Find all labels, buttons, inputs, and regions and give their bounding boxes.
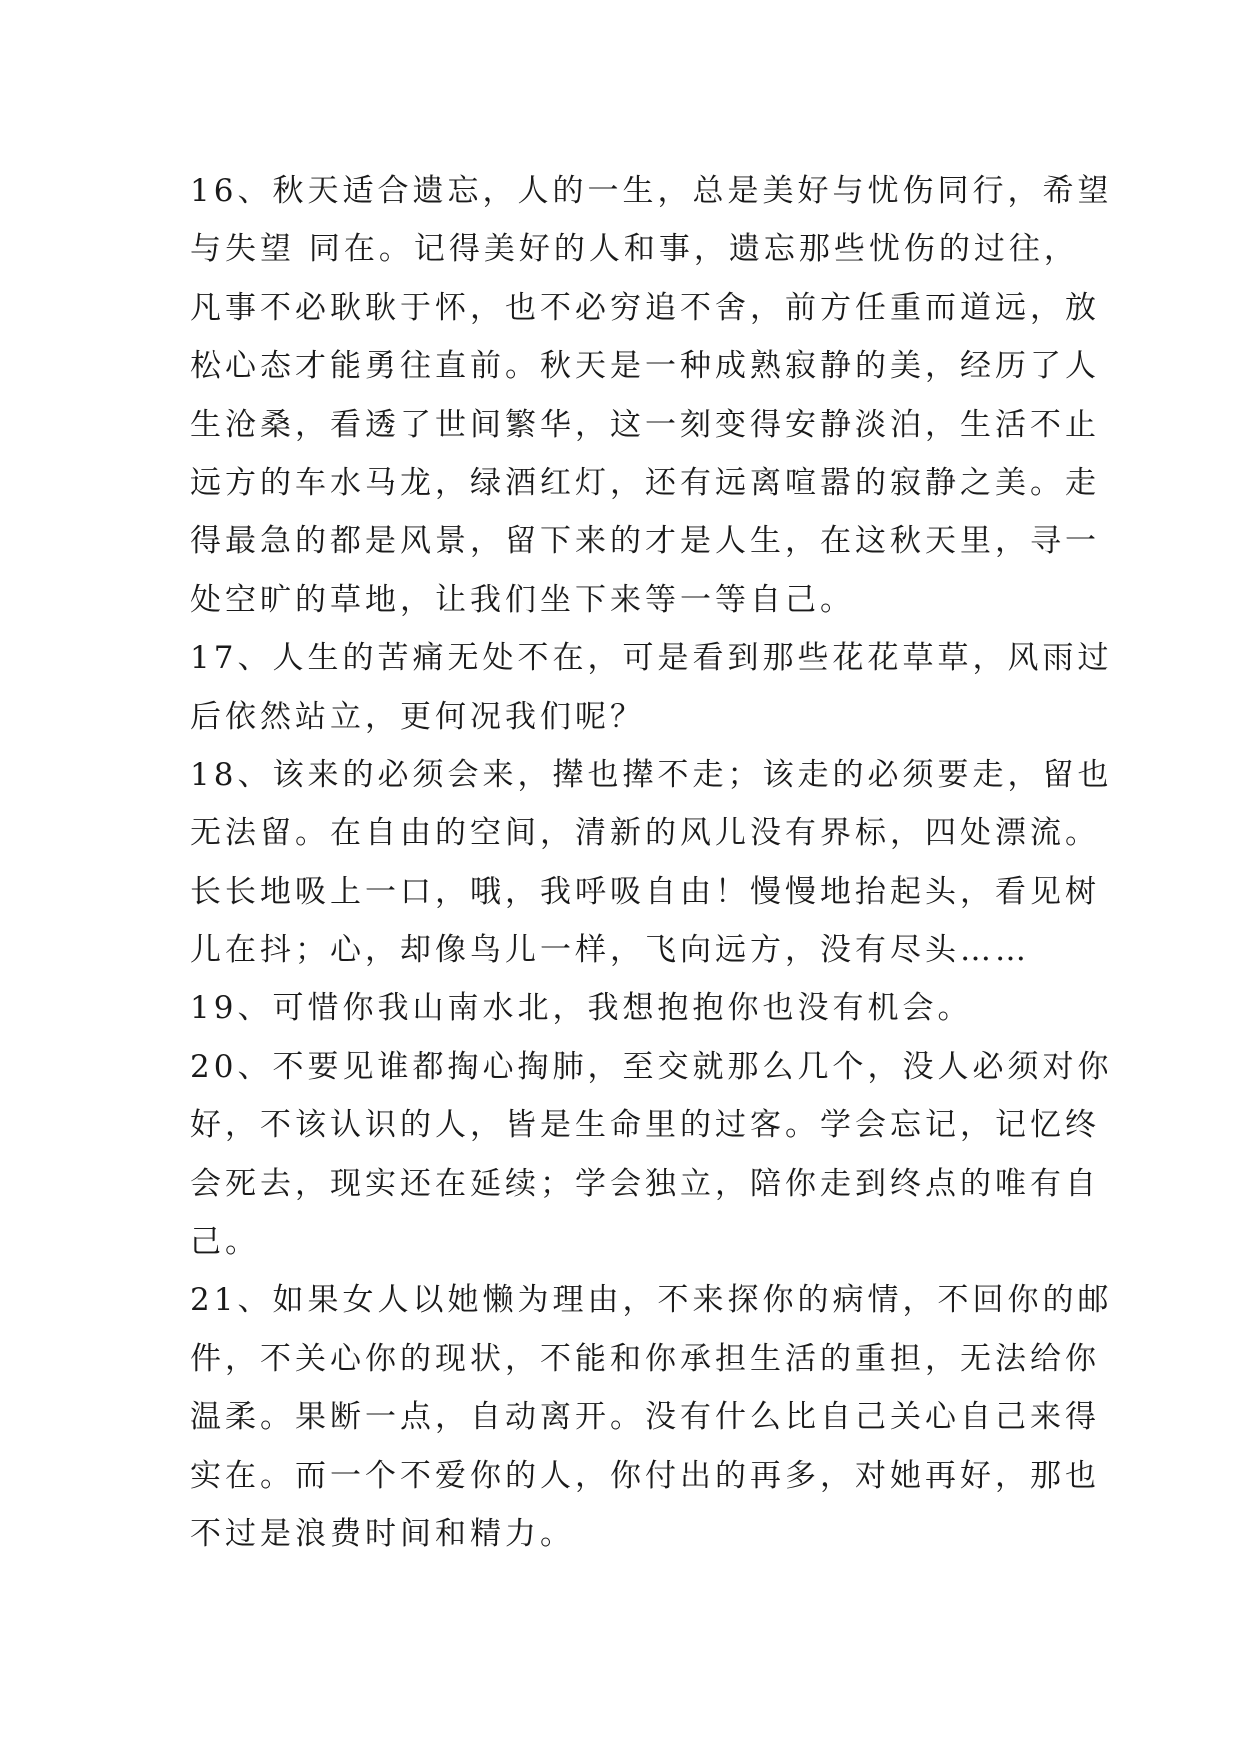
text-line: 无法留。在自由的空间，清新的风儿没有界标，四处漂流。 xyxy=(190,815,1100,852)
document-body xyxy=(190,162,1113,1563)
text-line: 己。 xyxy=(190,1224,260,1261)
text-line: 处空旷的草地，让我们坐下来等一等自己。 xyxy=(190,581,855,618)
text-line: 不过是浪费时间和精力。 xyxy=(190,1515,575,1552)
text-line: 好，不该认识的人，皆是生命里的过客。学会忘记，记忆终 xyxy=(190,1107,1100,1144)
text-line: 16、秋天适合遗忘，人的一生，总是美好与忧伤同行，希望 xyxy=(190,173,1113,209)
text-line: 17、人生的苦痛无处不在，可是看到那些花花草草，风雨过 xyxy=(190,640,1113,677)
text-line: 凡事不必耿耿于怀，也不必穷追不舍，前方任重而道远，放 xyxy=(190,289,1100,326)
text-line: 件，不关心你的现状，不能和你承担生活的重担，无法给你 xyxy=(190,1340,1100,1377)
text-line: 18、该来的必须会来，撵也撵不走；该走的必须要走，留也 xyxy=(190,756,1113,793)
text-line: 得最急的都是风景，留下来的才是人生，在这秋天里，寻一 xyxy=(190,523,1100,560)
text-line: 儿在抖；心，却像鸟儿一样，飞向远方，没有尽头…… xyxy=(190,932,1030,969)
text-line: 长长地吸上一口，哦，我呼吸自由！慢慢地抬起头，看见树 xyxy=(190,873,1100,910)
text-line: 20、不要见谁都掏心掏肺，至交就那么几个，没人必须对你 xyxy=(190,1048,1113,1085)
text-line: 生沧桑，看透了世间繁华，这一刻变得安静淡泊，生活不止 xyxy=(190,406,1100,443)
text-line: 松心态才能勇往直前。秋天是一种成熟寂静的美，经历了人 xyxy=(190,348,1100,385)
text-line: 实在。而一个不爱你的人，你付出的再多，对她再好，那也 xyxy=(190,1457,1100,1494)
text-line: 温柔。果断一点，自动离开。没有什么比自己关心自己来得 xyxy=(190,1399,1100,1436)
text-line: 与失望 同在。记得美好的人和事，遗忘那些忧伤的过往， xyxy=(190,231,1079,268)
text-line: 19、可惜你我山南水北，我想抱抱你也没有机会。 xyxy=(190,990,973,1027)
text-line: 会死去，现实还在延续；学会独立，陪你走到终点的唯有自 xyxy=(190,1165,1100,1202)
text-line: 后依然站立，更何况我们呢？ xyxy=(190,698,645,735)
text-line: 21、如果女人以她懒为理由，不来探你的病情，不回你的邮 xyxy=(190,1282,1113,1319)
text-line: 远方的车水马龙，绿酒红灯，还有远离喧嚣的寂静之美。走 xyxy=(190,464,1100,501)
